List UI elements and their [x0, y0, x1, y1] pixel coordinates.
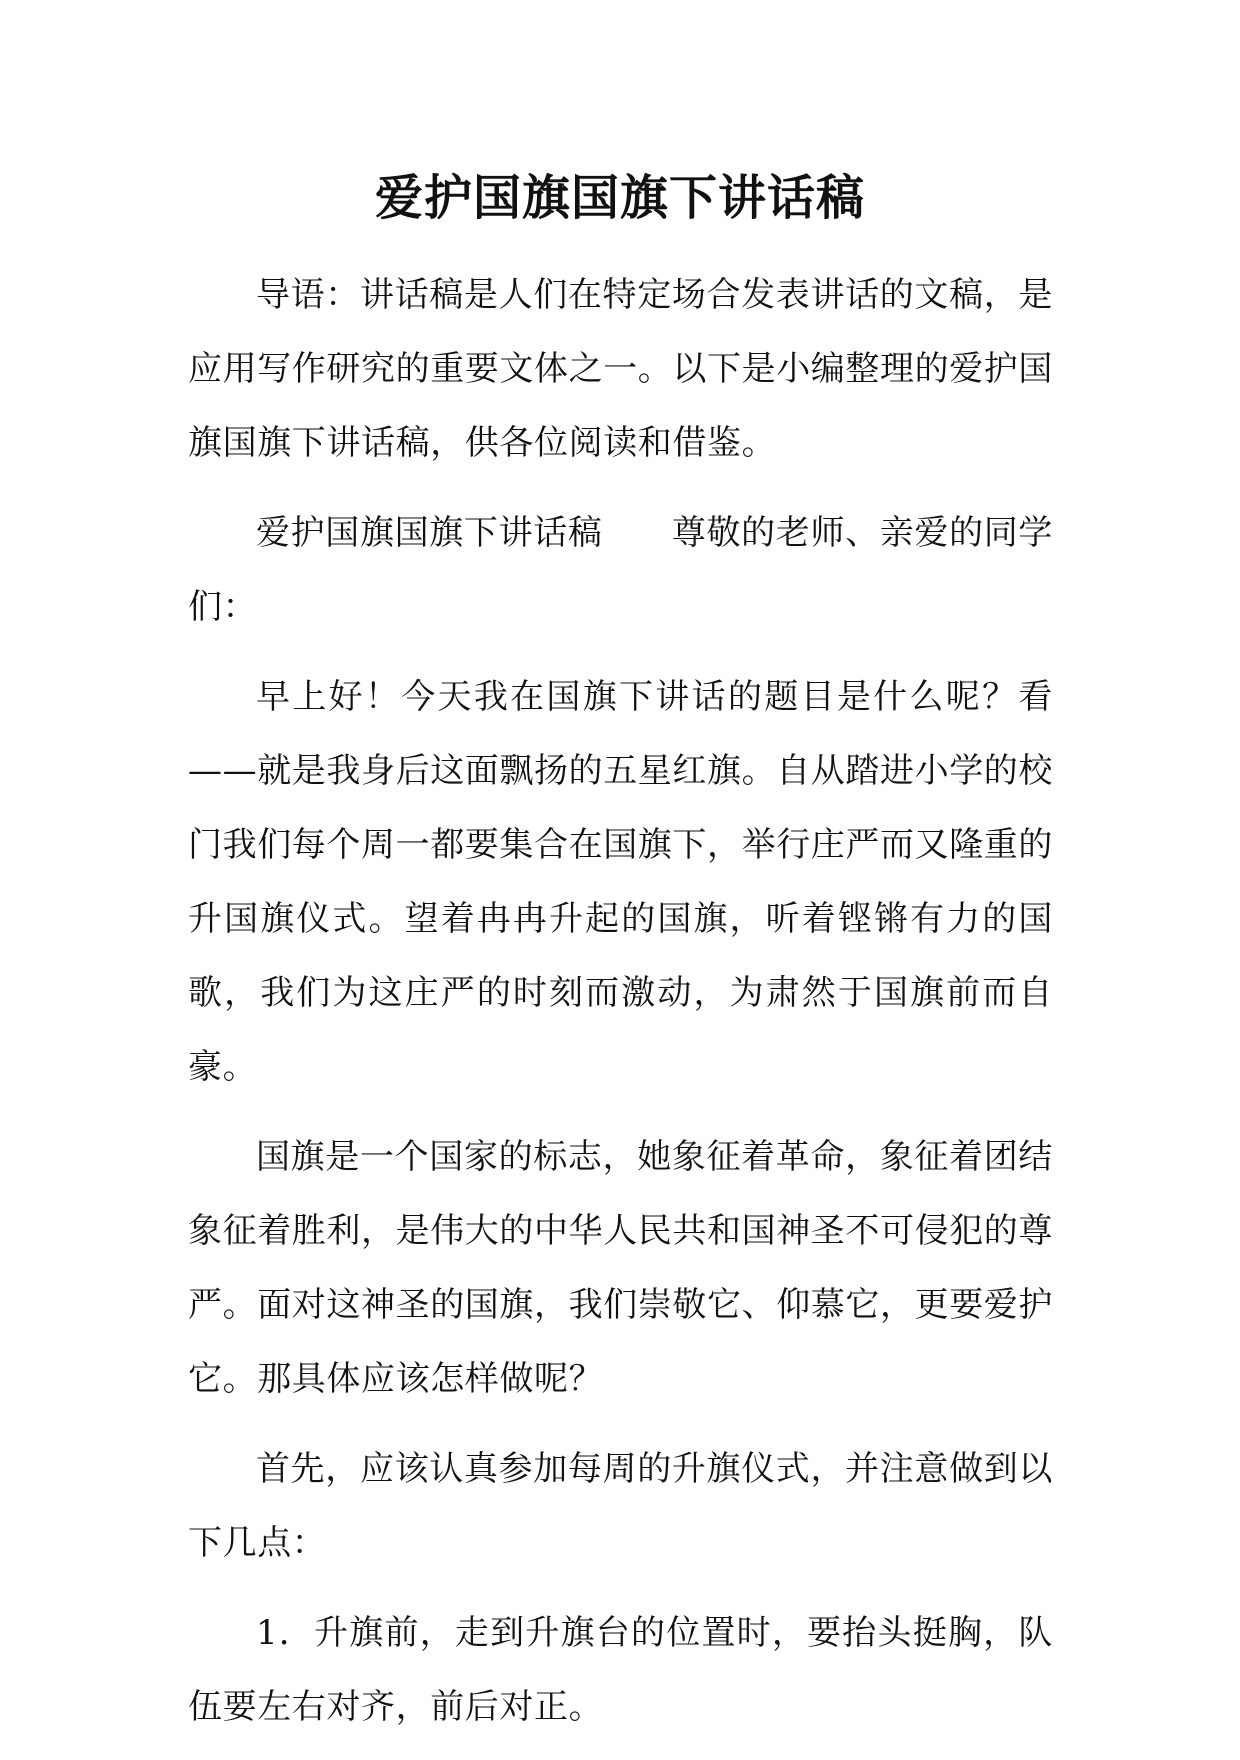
- document-body: [188, 258, 1053, 1760]
- paragraph-greeting: 早上好！今天我在国旗下讲话的题目是什么呢？看——就是我身后这面飘扬的五星红旗。自从踏进小学的校门我们每个周一都要集合在国旗下，举行庄严而又隆重的升国旗仪式。望着冉冉升起的国旗，听着铿锵有力的国歌，我们为这庄严的时刻而激动，为肃然于国旗前而自豪。: [188, 677, 1053, 1087]
- paragraph-intro: 导语：讲话稿是人们在特定场合发表讲话的文稿，是应用写作研究的重要文体之一。以下是小编整理的爱护国旗国旗下讲话稿，供各位阅读和借鉴。: [188, 275, 1053, 463]
- paragraph-flag-meaning: 国旗是一个国家的标志，她象征着革命，象征着团结象征着胜利，是伟大的中华人民共和国神圣不可侵犯的尊严。面对这神圣的国旗，我们崇敬它、仰慕它，更要爱护它。那具体应该怎样做呢？: [188, 1137, 1053, 1399]
- paragraph-list-item-1: 1．升旗前，走到升旗台的位置时，要抬头挺胸，队伍要左右对齐，前后对正。: [188, 1613, 1053, 1727]
- document-title: 爱护国旗国旗下讲话稿: [374, 170, 865, 226]
- paragraph-salutation: 爱护国旗国旗下讲话稿 尊敬的老师、亲爱的同学们：: [188, 513, 1053, 627]
- paragraph-first-point: 首先，应该认真参加每周的升旗仪式，并注意做到以下几点：: [188, 1449, 1053, 1563]
